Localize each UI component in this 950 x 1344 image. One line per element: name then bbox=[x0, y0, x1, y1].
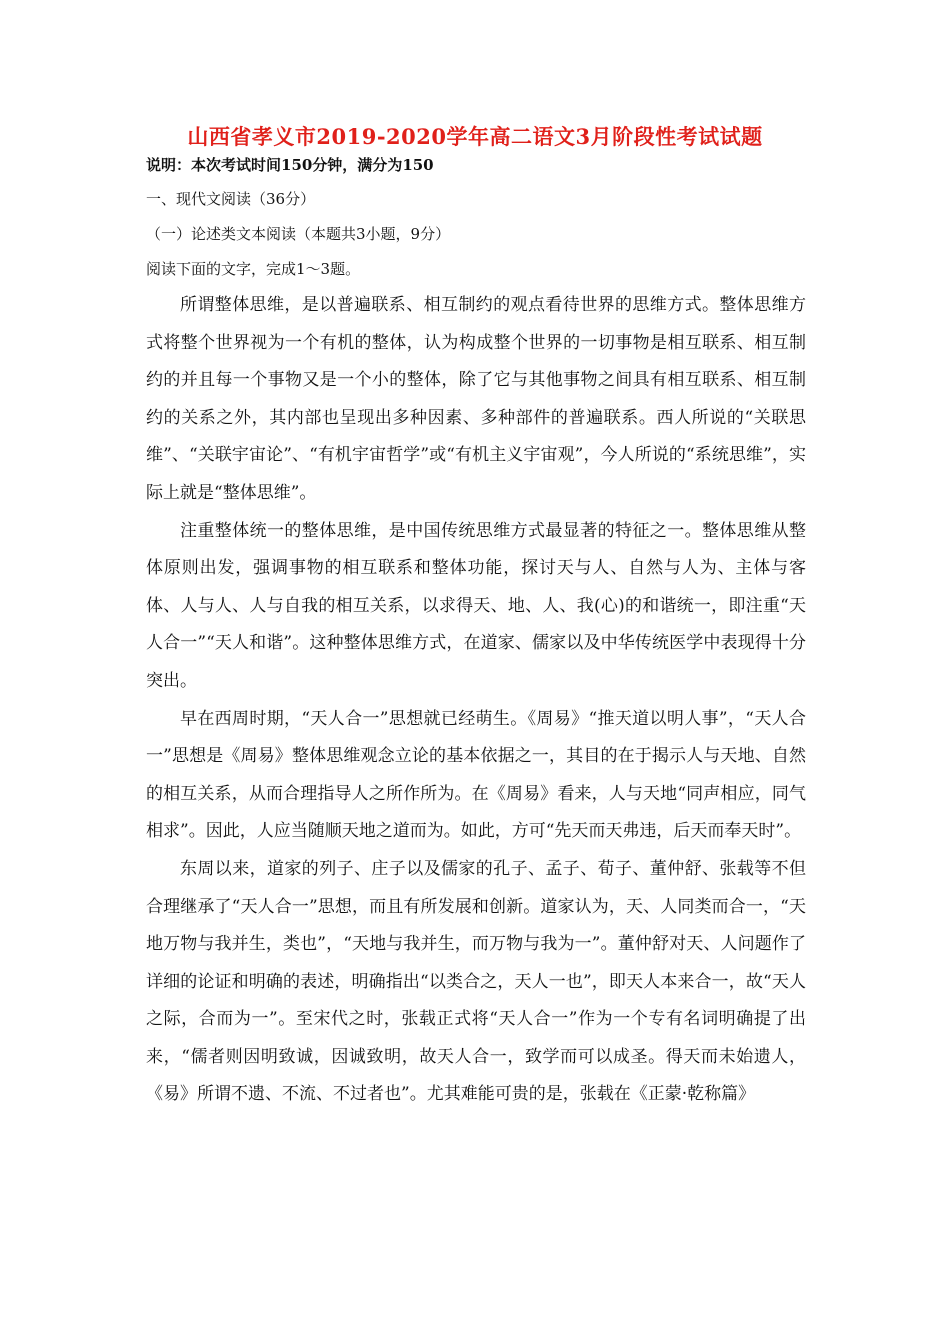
passage-paragraph: 所谓整体思维，是以普遍联系、相互制约的观点看待世界的思维方式。整体思维方式将整个世界视为一个有机的整体，认为构成整个世界的一切事物是相互联系、相互制约的并且每一个事物又是一个小的整体，除了它与其他事物之间具有相互联系、相互制约的关系之外，其内部也呈现出多种因素、多种部件的普遍联系。西人所说的“关联思维”、“关联宇宙论”、“有机宇宙哲学”或“有机主义宇宙观”，今人所说的“系统思维”，实际上就是“整体思维”。 bbox=[146, 295, 806, 503]
exam-note: 说明：本次考试时间150分钟，满分为150 bbox=[146, 156, 434, 174]
passage-paragraph: 注重整体统一的整体思维，是中国传统思维方式最显著的特征之一。整体思维从整体原则出发，强调事物的相互联系和整体功能，探讨天与人、自然与人为、主体与客体、人与人、人与自我的相互关系，以求得天、地、人、我(心)的和谐统一，即注重“天人合一”“天人和谐”。这种整体思维方式，在道家、儒家以及中华传统医学中表现得十分突出。 bbox=[146, 520, 806, 691]
passage-paragraph: 东周以来，道家的列子、庄子以及儒家的孔子、孟子、荀子、董仲舒、张载等不但合理继承了“天人合一”思想，而且有所发展和创新。道家认为，天、人同类而合一，“天地万物与我并生，类也”，“天地与我并生，而万物与我为一”。董仲舒对天、人问题作了详细的论证和明确的表述，明确指出“以类合之，天人一也”，即天人本来合一，故“天人之际，合而为一”。至宋代之时，张载正式将“天人合一”作为一个专有名词明确提了出来，“儒者则因明致诚，因诚致明，故天人合一，致学而可以成圣。得天而未始遗人，《易》所谓不遗、不流、不过者也”。尤其难能可贵的是，张载在《正蒙·乾称篇》 bbox=[146, 858, 806, 1105]
reading-instruction: 阅读下面的文字，完成1～3题。 bbox=[146, 260, 361, 278]
section-heading: 一、现代文阅读（36分） bbox=[146, 190, 316, 208]
passage-body bbox=[146, 287, 806, 1114]
document-title: 山西省孝义市2019-2020学年高二语文3月阶段性考试试题 bbox=[187, 124, 763, 149]
subsection-heading: （一）论述类文本阅读（本题共3小题，9分） bbox=[146, 225, 451, 243]
passage-paragraph: 早在西周时期，“天人合一”思想就已经萌生。《周易》“推天道以明人事”，“天人合一”思想是《周易》整体思维观念立论的基本依据之一，其目的在于揭示人与天地、自然的相互关系，从而合理指导人之所作所为。在《周易》看来，人与天地“同声相应，同气相求”。因此，人应当随顺天地之道而为。如此，方可“先天而天弗违，后天而奉天时”。 bbox=[146, 708, 806, 842]
